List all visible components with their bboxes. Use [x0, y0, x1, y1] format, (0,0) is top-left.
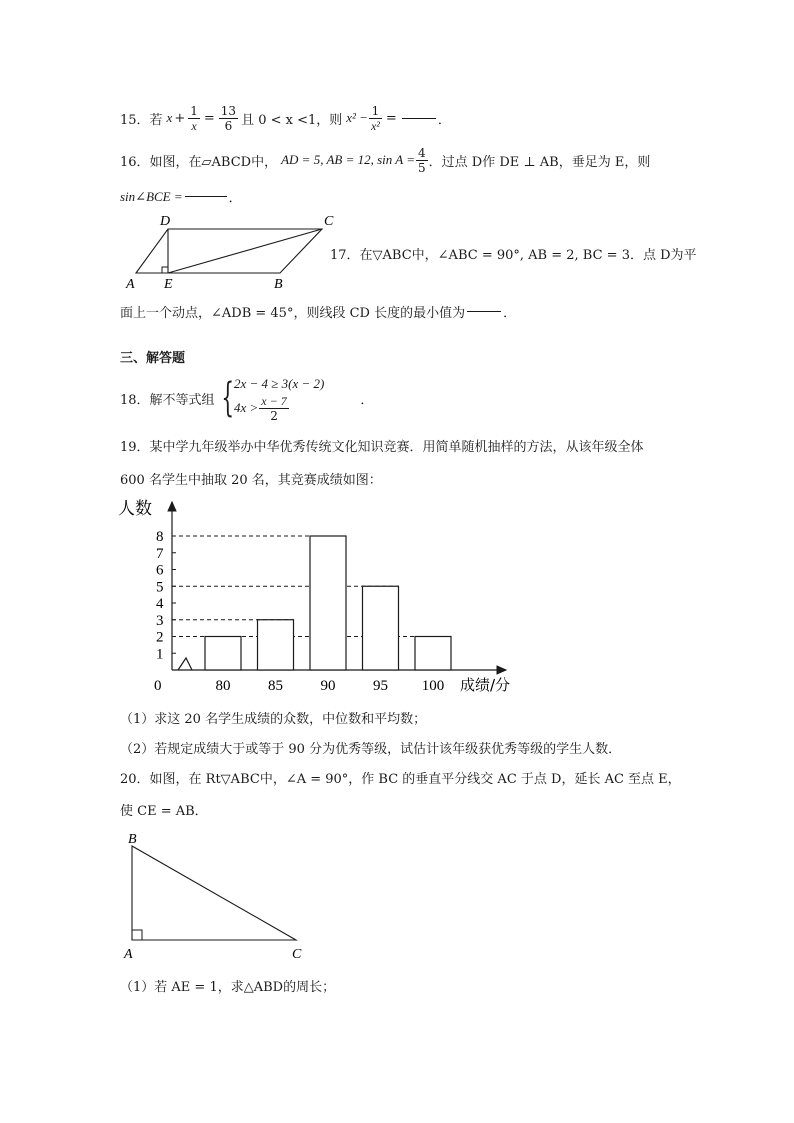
q18-text: 18．解不等式组 [120, 392, 215, 408]
label-d: D [160, 214, 171, 229]
bar-90 [310, 536, 346, 670]
y-tick-label-3: 3 [156, 612, 164, 629]
score-histogram [110, 492, 530, 700]
y-tick-label-1: 1 [156, 646, 164, 663]
q17-line-1 [330, 244, 697, 263]
q16-answer-blank[interactable] [185, 196, 227, 197]
q15-number: 15．若 [120, 112, 163, 128]
inequality-system [234, 374, 324, 423]
q16-given: AD = 5, AB = 12, sin A = [281, 152, 416, 167]
q16-text-b: ．过点 D作 DE ⊥ AB，垂足为 E，则 [428, 154, 651, 170]
system-brace: { [220, 375, 234, 421]
axis-break-mark [178, 658, 192, 670]
x-tick-label-80: 80 [215, 678, 231, 694]
q18-line [120, 368, 373, 428]
origin-label: 0 [154, 678, 162, 694]
q15-plus: + [174, 110, 186, 126]
y-tick-label-7: 7 [156, 545, 164, 562]
q15-line [120, 100, 451, 136]
bars [205, 536, 451, 670]
q16-sin-bce: sin∠BCE = [120, 188, 183, 204]
q17-line-2 [120, 302, 516, 321]
q18-end: ． [360, 392, 374, 408]
q16-text-a: 16．如图，在▱ABCD中， [120, 154, 278, 170]
q19-line-2: 600 名学生中抽取 20 名，其竞赛成绩如图： [120, 473, 382, 488]
q16-end: ． [228, 191, 242, 206]
q15-frac-1-over-x: $\frac{1}{x}$ [190, 103, 198, 133]
right-angle-mark-e [162, 267, 168, 273]
q15-equals: = [203, 110, 215, 126]
label-b: B [274, 277, 283, 292]
q16-frac-4-5: $\frac{4}{5}$ [418, 145, 426, 175]
y-ticks [156, 529, 176, 662]
q17-text-1: 17．在▽ABC中，∠ABC = 90°, AB = 2, BC = 3．点 D为平 [330, 248, 697, 263]
q18-ineq-1: 2x − 4 ≥ 3(x − 2) [234, 375, 325, 391]
label-a: A [124, 947, 133, 962]
q15-frac-13-6: $\frac{13}{6}$ [220, 103, 237, 133]
q17-answer-blank[interactable] [467, 311, 501, 312]
section-title: 三、解答题 [120, 351, 186, 366]
q20-sub-1: （1）若 AE = 1，求△ABD的周长； [120, 980, 336, 995]
q16-line-1 [120, 142, 650, 178]
q16-line-2 [120, 187, 242, 206]
y-tick-label-6: 6 [156, 562, 164, 579]
q18-ineq-2: 4x > $\frac{x - 7}{2}$ [234, 393, 287, 423]
parallelogram-abcd [136, 229, 322, 273]
bar-80 [205, 637, 241, 671]
x-tick-label-100: 100 [421, 678, 445, 694]
q15-equals-2: = [385, 110, 397, 126]
q19-sub-2: （2）若规定成绩大于或等于 90 分为优秀等级，试估计该年级获优秀等级的学生人数． [120, 742, 622, 757]
parallelogram-figure [120, 210, 340, 292]
bar-100 [415, 637, 451, 671]
x-tick-label-85: 85 [268, 678, 283, 694]
y-axis-label: 人数 [118, 499, 152, 519]
q15-condition: 且 0 < x <1，则 [241, 112, 343, 128]
x-tick-label-95: 95 [373, 678, 388, 694]
y-tick-label-4: 4 [156, 596, 164, 612]
bar-85 [258, 620, 294, 670]
label-a: A [126, 277, 135, 292]
segment-ec [168, 229, 322, 273]
q20-line-1: 20．如图，在 Rt▽ABC中，∠A = 90°，作 BC 的垂直平分线交 AC 于点 D，延长 AC 至点 E， [120, 772, 681, 787]
q17-text-2: 面上一个动点，∠ADB = 45°，则线段 CD 长度的最小值为 [120, 306, 466, 321]
x-axis-label: 成绩/分 [460, 676, 511, 694]
q15-end: ． [437, 112, 451, 128]
label-c: C [324, 214, 334, 229]
right-angle-mark-a [132, 930, 142, 940]
q15-frac-1-over-x2: $\frac{1}{\text{x²}}$ [370, 103, 380, 133]
triangle-abc [132, 846, 296, 940]
q19-sub-1: （1）求这 20 名学生成绩的众数，中位数和平均数； [120, 712, 427, 727]
q15-expr: x² − [346, 110, 368, 125]
q18-frac: $\frac{x - 7}{2}$ [261, 393, 287, 423]
q15-x: x [166, 110, 173, 125]
q17-end: ． [503, 306, 517, 321]
q20-line-2: 使 CE = AB． [120, 804, 208, 819]
label-b: B [128, 832, 137, 847]
label-c: C [292, 947, 302, 962]
bar-95 [363, 586, 399, 670]
y-tick-label-5: 5 [156, 579, 164, 596]
x-ticks [216, 678, 445, 694]
x-tick-label-90: 90 [320, 678, 336, 694]
q15-answer-blank[interactable] [402, 118, 436, 119]
q19-line-1: 19．某中学九年级举办中华优秀传统文化知识竞赛．用简单随机抽样的方法，从该年级全体 [120, 440, 644, 455]
y-tick-label-2: 2 [156, 629, 164, 646]
label-e: E [164, 277, 173, 292]
right-triangle-figure [118, 828, 318, 963]
y-tick-label-8: 8 [156, 529, 164, 545]
